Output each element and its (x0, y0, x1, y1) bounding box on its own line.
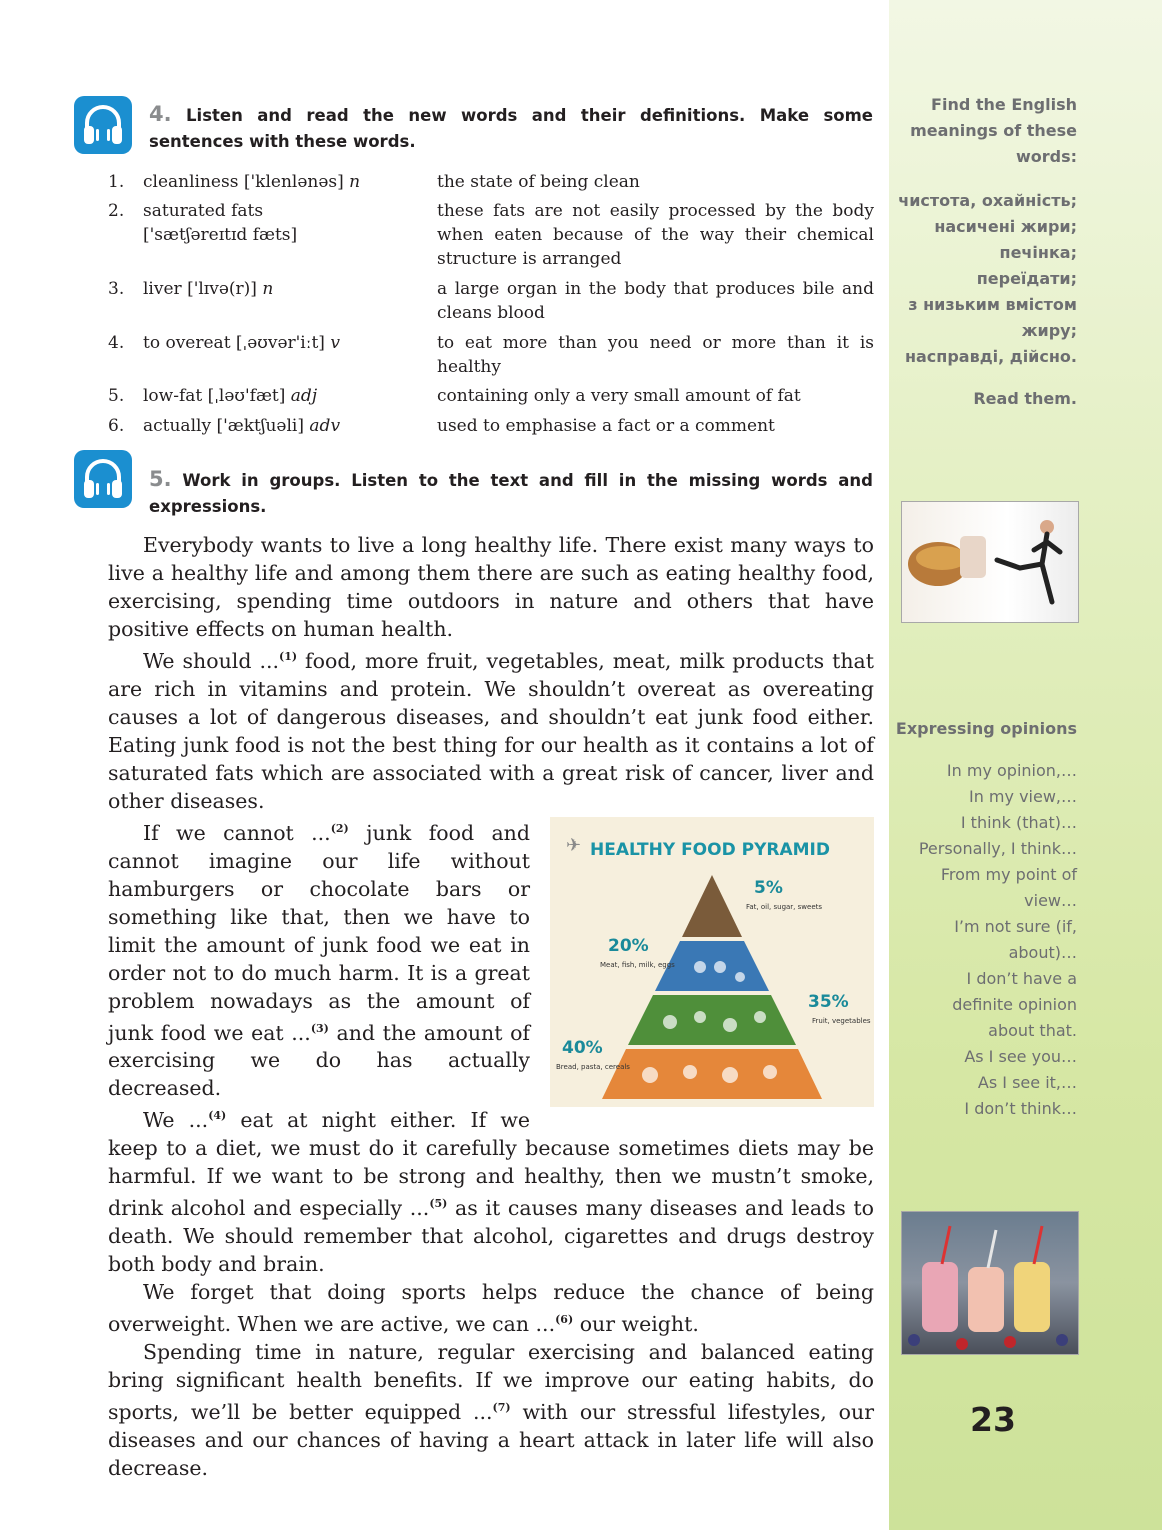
vocab-number: 3. (108, 279, 125, 299)
vocab-word: cleanliness ['klenlənəs] n (143, 172, 361, 192)
vocab-definition: containing only a very small amount of fat (437, 386, 801, 406)
pyramid-title: HEALTHY FOOD PYRAMID (590, 839, 830, 860)
level-label: Fat, oil, sugar, sweets (746, 902, 823, 911)
gap-mark[interactable]: (6) (555, 1313, 574, 1327)
ukrainian-word: з низьким вмістом жиру; (908, 295, 1077, 340)
gap-mark[interactable]: (1) (279, 650, 298, 663)
vocab-word: liver ['lɪvə(r)] n (143, 279, 274, 299)
paragraph: Everybody wants to live a long healthy life. There exist many ways to live a healthy life and among them there are such as eating healthy food, exercising, spending time outdoors in nature and others that have positive effects on human health. (108, 533, 874, 641)
vocab-definition: to eat more than you need or more than it is healthy (437, 333, 874, 377)
headphones-icon[interactable] (74, 450, 132, 508)
percent-label: 5% (754, 877, 783, 898)
vocab-word: actually ['æktʃuəli] adv (143, 416, 341, 436)
task-text: Listen and read the new words and their definitions. Make some sentences with these words. (149, 106, 873, 151)
paragraph: If we cannot ...$^{(2)}$ junk food and cannot imagine our life without hamburgers or chocolate bars or something like that, then we have to limit the amount of junk food we eat in order not to do much harm. It is a great problem nowadays as the amount of junk food we eat ...$^{(3)}$ and the amount of exercising we do has actually decreased. (108, 820, 530, 1101)
gap-mark[interactable]: (4) (208, 1109, 227, 1123)
gap-mark[interactable]: (5) (429, 1197, 448, 1211)
vocab-word: low-fat [ˌləʊ'fæt] adj (143, 386, 318, 406)
percent-label: 20% (608, 935, 649, 956)
paragraph: Spending time in nature, regular exercising and balanced eating bring significant health benefits. If we improve our eating habits, do sports, we’ll be better equipped ...$^{(7)}$ with our stressful lifestyles, our diseases and our chances of having a heart attack in later life will also decrease. (108, 1339, 874, 1480)
percent-label: 40% (562, 1037, 603, 1058)
ukrainian-word: насправді, дійсно. (904, 347, 1077, 366)
opinion-phrase: I don’t have a definite opinion about that. (952, 969, 1077, 1040)
reading-text (108, 531, 874, 1482)
task-text: Work in groups. Listen to the text and fill in the missing words and expressions. (149, 471, 873, 516)
vocab-definition: the state of being clean (437, 172, 640, 192)
task-number: 5. (149, 467, 172, 491)
ukrainian-word: печінка; (999, 243, 1077, 262)
task-4-instruction (149, 101, 873, 155)
opinion-phrase: As I see you… (964, 1047, 1077, 1066)
vocab-number: 4. (108, 333, 125, 353)
ukrainian-word: переїдати; (976, 269, 1077, 288)
read-them-label: Read them. (973, 389, 1077, 408)
level-label: Meat, fish, milk, eggs (600, 960, 675, 969)
ukrainian-word: насичені жири; (934, 217, 1077, 236)
opinion-phrase: In my opinion,… (946, 761, 1077, 780)
vocab-number: 5. (108, 386, 125, 406)
pyramid-level-fats (682, 875, 742, 937)
gap-mark[interactable]: (7) (492, 1400, 511, 1414)
opinion-phrase: Personally, I think… (918, 839, 1077, 858)
percent-label: 35% (808, 991, 849, 1012)
opinion-phrase: From my point of view… (940, 865, 1077, 910)
opinions-list (887, 758, 1077, 1122)
pyramid-level-grains (602, 1049, 822, 1099)
vocab-definition: these fats are not easily processed by the body when eaten because of the way their chemical structure is arranged (437, 201, 874, 269)
ukrainian-word: чистота, охайність; (898, 191, 1077, 210)
task-number: 4. (149, 102, 172, 126)
task-5-instruction (149, 466, 873, 520)
opinion-phrase: In my view,… (968, 787, 1077, 806)
opinion-phrase: I don’t think… (964, 1099, 1077, 1118)
expressing-opinions-title: Expressing opinions (895, 719, 1077, 738)
ukrainian-words-list (887, 188, 1077, 370)
junk-food-kick-photo (901, 501, 1079, 623)
level-label: Bread, pasta, cereals (556, 1062, 630, 1071)
pyramid-level-fruit-veg (628, 995, 796, 1045)
vocab-definition: a large organ in the body that produces bile and cleans blood (437, 279, 874, 323)
svg-text:✈: ✈ (566, 834, 582, 856)
vocab-word: to overeat [ˌəʊvər'iːt] v (143, 333, 340, 353)
opinion-phrase: I’m not sure (if, about)… (954, 917, 1077, 962)
vocab-number: 6. (108, 416, 125, 436)
vocab-number: 2. (108, 201, 125, 221)
level-label: Fruit, vegetables (812, 1016, 871, 1025)
headphones-icon[interactable] (74, 96, 132, 154)
paragraph: We should ...$^{(1)}$ food, more fruit, vegetables, meat, milk products that are rich in vitamins and protein. We shouldn’t overeat as overeating causes a lot of dangerous diseases, and shouldn’t eat junk food either. Eating junk food is not the best thing for our health as it contains a lot of saturated fats which are associated with a great risk of cancer, liver and other diseases. (108, 648, 874, 813)
gap-mark[interactable]: (2) (330, 821, 349, 835)
vocab-number: 1. (108, 172, 125, 192)
page-number: 23 (970, 1400, 1016, 1439)
food-pyramid-figure (550, 817, 874, 1107)
paragraph: We ...$^{(4)}$ eat at night either. If we keep to a diet, we must do it carefully because sometimes diets may be harmful. If we want to be strong and healthy, then we mustn’t smoke, drink alcohol and especially ...$^{(5)}$ as it causes many diseases and leads to death. We should remember that alcohol, cigarettes and drugs destroy both body and brain. (108, 1108, 874, 1277)
opinion-phrase: As I see it,… (977, 1073, 1077, 1092)
vocab-definition: used to emphasise a fact or a comment (437, 416, 775, 436)
find-meanings-title: Find the English meanings of these words: (910, 95, 1077, 166)
gap-mark[interactable]: (3) (310, 1021, 329, 1035)
smoothies-photo (901, 1211, 1079, 1355)
vocab-word: saturated fats ['sætʃəreɪtɪd fæts] (143, 201, 298, 245)
paragraph: We forget that doing sports helps reduce the chance of being overweight. When we are active, we can ...$^{(6)}$ our weight. (108, 1280, 874, 1336)
opinion-phrase: I think (that)… (960, 813, 1077, 832)
